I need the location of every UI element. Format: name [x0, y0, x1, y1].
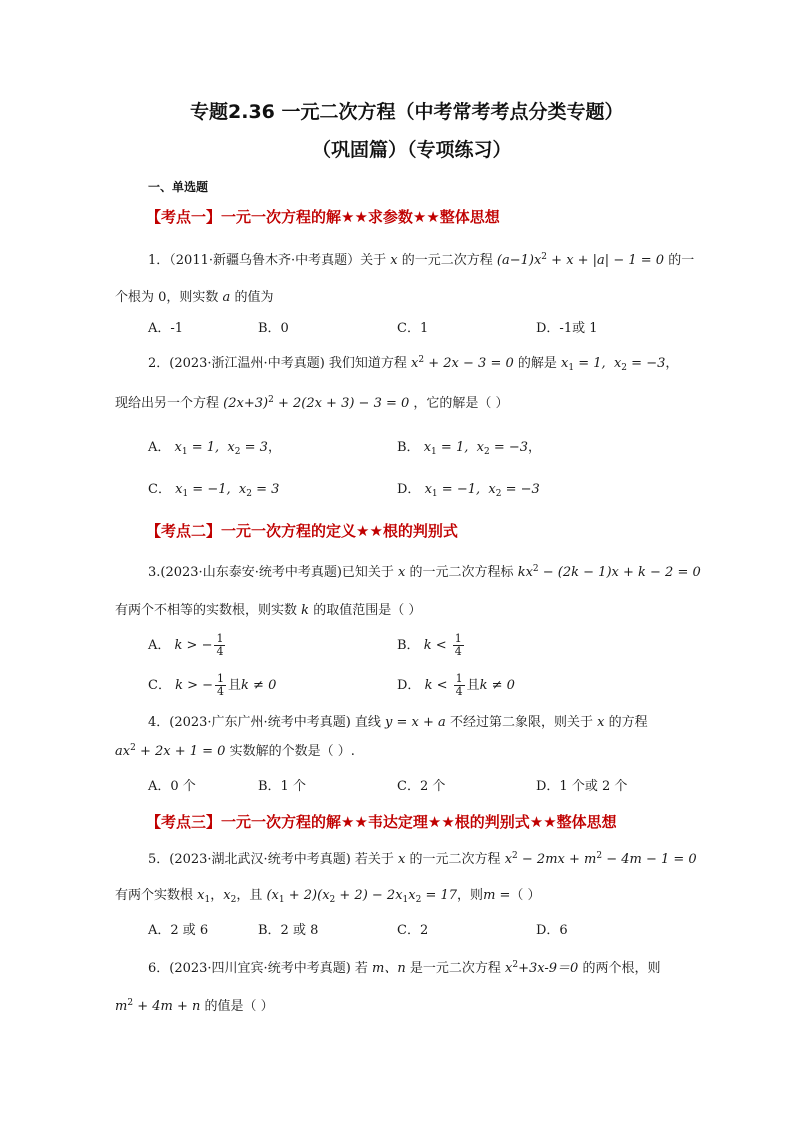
- option-label: A．: [148, 440, 171, 455]
- question-4-text: 实数解的个数是（ ）.: [229, 744, 355, 759]
- question-3-text: 的取值范围是（ ）: [313, 603, 422, 618]
- math-var: $x_1$: [197, 888, 211, 905]
- option-a[interactable]: A．2 或 6: [148, 923, 209, 938]
- math-var: x: [398, 852, 406, 867]
- math-equation: $m^2 + 4m + n$: [115, 998, 201, 1014]
- question-6-text: 是一元二次方程: [409, 961, 501, 976]
- option-b[interactable]: B．1 个: [258, 779, 306, 794]
- question-3-line2: [115, 599, 421, 618]
- question-1: [148, 249, 694, 268]
- option-label: A．: [148, 638, 171, 653]
- question-1-text: 个根为 0，则实数: [115, 290, 219, 305]
- question-5-text: 的一元二次方程: [409, 852, 501, 867]
- option-label: C．: [148, 482, 171, 497]
- question-2-text: ，它的解是（ ）: [413, 396, 509, 411]
- question-3: [148, 561, 701, 580]
- option-c[interactable]: C．2 个: [397, 779, 446, 794]
- math-var: k: [301, 603, 310, 618]
- math-var: x: [597, 715, 605, 730]
- option-d[interactable]: D．1 个或 2 个: [536, 779, 628, 794]
- option-label: D．: [397, 678, 421, 693]
- question-2: 2．(2023·浙江温州·中考真题) 我们知道方程 $x^2 + 2x - 3 = 0$ 的解是 $x_1 = 1$, $x_2 = -3$，: [148, 355, 679, 373]
- question-1-text: 的一: [668, 253, 695, 268]
- question-3-text: 的一元二次方程标: [409, 565, 514, 580]
- question-5-text: ，且: [236, 888, 263, 903]
- option-d[interactable]: D．6: [536, 923, 568, 938]
- question-1-text: 1．（2011·新疆乌鲁木齐·中考真题）关于: [148, 253, 387, 268]
- math-var: $x_2$: [223, 888, 237, 905]
- math-equation: $x^2 + 2x - 3 = 0$: [411, 355, 514, 371]
- option-a[interactable]: [148, 633, 227, 658]
- kaodian-2-heading: 【考点二】一元一次方程的定义★★根的判别式: [146, 522, 458, 540]
- math-equation: $(x_1 + 2)(x_2 + 2) - 2x_1x_2 = 17$: [266, 888, 458, 905]
- math-answer: $x_1 = -1$, $x_2 = 3$: [175, 482, 280, 499]
- question-6: [148, 957, 660, 976]
- question-5: [148, 848, 697, 867]
- question-2-text: 2．(2023·浙江温州·中考真题) 我们知道方程: [148, 356, 407, 371]
- math-var: m =: [483, 888, 511, 903]
- question-6-text: 的值是（ ）: [204, 999, 274, 1014]
- question-5-text: 5．(2023·湖北武汉·统考中考真题) 若关于: [148, 852, 394, 867]
- question-6-line2: [115, 995, 274, 1014]
- math-equation: y = x + a: [385, 715, 446, 730]
- math-answer: $x_1 = 1$, $x_2 = -3$: [423, 440, 529, 457]
- question-4-text: 的方程: [608, 715, 648, 730]
- math-var: x: [398, 565, 406, 580]
- math-equation: $x^2 - 2mx + m^2 - 4m - 1 = 0$: [504, 851, 697, 867]
- math-answer: k < $\frac{1}{4}$: [423, 632, 462, 658]
- math-equation: $(2x+3)^2 + 2(2x + 3) - 3 = 0$: [223, 395, 410, 411]
- question-2-line2: [115, 392, 509, 411]
- math-equation: $x_1 = 1$, $x_2 = -3$: [561, 356, 666, 373]
- question-3-text: 3.(2023·山东泰安·统考中考真题)已知关于: [148, 565, 394, 580]
- option-label: D．: [397, 482, 421, 497]
- question-1-text: 的值为: [234, 290, 274, 305]
- question-2-text: 的解是: [517, 356, 557, 371]
- option-label: B．: [397, 638, 420, 653]
- question-5-text: 有两个实数根: [115, 888, 194, 903]
- option-c[interactable]: C．1: [397, 321, 429, 336]
- question-1-line2: [115, 286, 273, 305]
- option-d[interactable]: D．-1或 1: [536, 321, 598, 336]
- option-label: B．: [397, 440, 420, 455]
- question-1-text: 的一元二次方程: [401, 253, 493, 268]
- math-equation: $ax^2 + 2x + 1 = 0$: [115, 743, 226, 759]
- question-4: [148, 711, 648, 730]
- math-var: x: [390, 253, 398, 268]
- option-label: C．: [148, 678, 171, 693]
- math-answer: $x_1 = -1$, $x_2 = -3$: [424, 482, 540, 499]
- option-b[interactable]: B． $x_1 = 1$, $x_2 = -3$，: [397, 440, 542, 457]
- math-answer: k > − $\frac{1}{4}$: [174, 632, 224, 658]
- math-equation: $kx^2 - (2k - 1)x + k - 2 = 0$: [517, 564, 701, 580]
- math-equation: $(a-1)x^2 + x + |a| - 1 = 0$: [496, 252, 665, 268]
- option-a[interactable]: A．-1: [148, 321, 184, 336]
- section-heading: 一、单选题: [148, 180, 209, 194]
- option-a[interactable]: A． $x_1 = 1$, $x_2 = 3$，: [148, 440, 281, 457]
- question-4-line2: [115, 740, 355, 759]
- question-4-text: 4．(2023·广东广州·统考中考真题) 直线: [148, 715, 381, 730]
- kaodian-3-heading: 【考点三】一元一次方程的解★★韦达定理★★根的判别式★★整体思想: [146, 813, 617, 831]
- conjunction: 且: [228, 678, 242, 693]
- page-title: 专题2.36 一元二次方程（中考常考考点分类专题）: [190, 101, 624, 123]
- option-b[interactable]: B．0: [258, 321, 289, 336]
- option-c[interactable]: [148, 673, 276, 698]
- question-6-text: 6．(2023·四川宜宾·统考中考真题) 若: [148, 961, 368, 976]
- question-5-text: ，则: [457, 888, 484, 903]
- question-4-text: 不经过第二象限，则关于: [449, 715, 593, 730]
- math-answer: k > − $\frac{1}{4}$: [175, 672, 225, 698]
- question-6-text: 的两个根，则: [582, 961, 661, 976]
- math-var: a: [222, 290, 231, 305]
- page-subtitle: （巩固篇）（专项练习）: [312, 139, 512, 161]
- option-c[interactable]: [148, 478, 279, 499]
- kaodian-1-heading: 【考点一】一元一次方程的解★★求参数★★整体思想: [146, 208, 500, 226]
- math-answer: $x_1 = 1$, $x_2 = 3$: [174, 440, 268, 457]
- math-equation: $x^2+3x-9=0$: [505, 960, 579, 976]
- question-3-text: 有两个不相等的实数根，则实数: [115, 603, 298, 618]
- option-b[interactable]: B．2 或 8: [258, 923, 319, 938]
- math-answer: k ≠ 0: [241, 678, 277, 693]
- math-var: m、n: [372, 961, 406, 976]
- question-5-line2: 有两个实数根 $x_1$，$x_2$，且 $(x_1 + 2)(x_2 + 2) - 2x_1x_2 = 17$，则m =（ ）: [115, 888, 541, 905]
- option-d[interactable]: [397, 478, 540, 499]
- conjunction: 且: [466, 678, 480, 693]
- question-2-text: 现给出另一个方程: [115, 396, 220, 411]
- option-a[interactable]: A．0 个: [148, 779, 196, 794]
- math-answer: k < $\frac{1}{4}$: [424, 672, 463, 698]
- math-answer: k ≠ 0: [479, 678, 515, 693]
- question-5-text: （ ）: [510, 888, 541, 903]
- option-d[interactable]: [397, 673, 515, 698]
- option-b[interactable]: [397, 633, 466, 658]
- option-c[interactable]: C．2: [397, 923, 429, 938]
